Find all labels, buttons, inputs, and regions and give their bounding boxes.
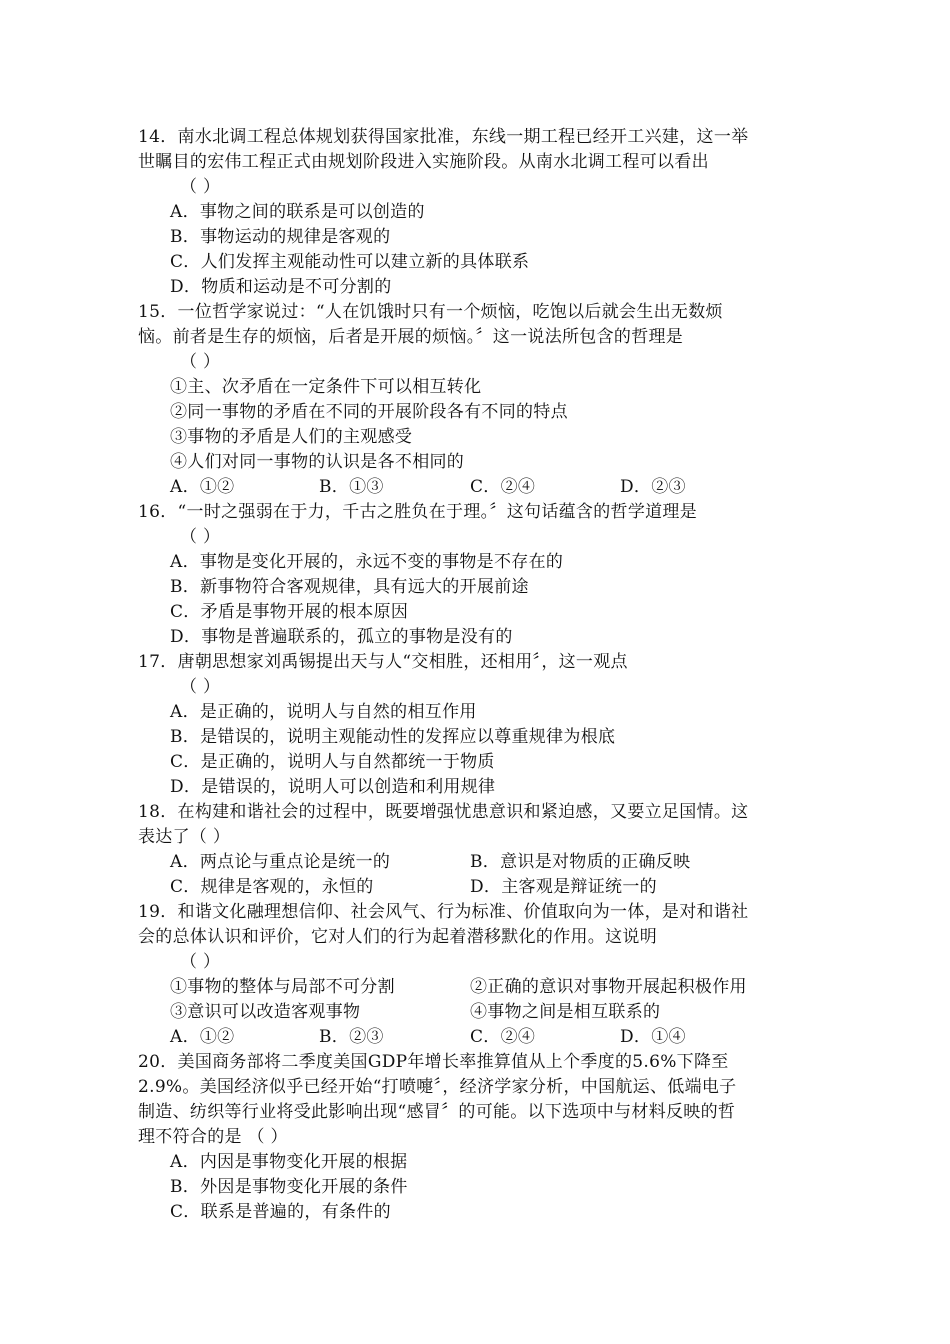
q18-option-a: A．两点论与重点论是统一的 (170, 852, 391, 872)
q14-stem-line-1: 14．南水北调工程总体规划获得国家批准，东线一期工程已经开工兴建，这一举 (138, 127, 749, 147)
q19-answer-paren: （ ） (180, 952, 221, 972)
q18-option-d: D．主客观是辩证统一的 (470, 877, 657, 897)
q17-answer-paren: （ ） (180, 677, 221, 697)
q14-option-c: C．人们发挥主观能动性可以建立新的具体联系 (170, 252, 530, 272)
q19-statement-1: ①事物的整体与局部不可分割 (170, 977, 395, 997)
q15-option-a: A．①② (170, 477, 235, 497)
q14-answer-paren: （ ） (180, 177, 221, 197)
q15-answer-paren: （ ） (180, 352, 221, 372)
q14-option-a: A．事物之间的联系是可以创造的 (170, 202, 425, 222)
q16-option-c: C．矛盾是事物开展的根本原因 (170, 602, 409, 622)
q20-stem-line-1: 20．美国商务部将二季度美国GDP年增长率推算值从上个季度的5.6%下降至 (138, 1052, 729, 1072)
q19-stem-line-2: 会的总体认识和评价，它对人们的行为起着潜移默化的作用。这说明 (138, 927, 657, 947)
q18-stem-line-1: 18．在构建和谐社会的过程中，既要增强忧患意识和紧迫感，又要立足国情。这 (138, 802, 749, 822)
q15-option-b: B．①③ (319, 477, 384, 497)
q19-option-d: D．①④ (620, 1027, 686, 1047)
q15-statement-1: ①主、次矛盾在一定条件下可以相互转化 (170, 377, 482, 397)
q17-stem-line-1: 17．唐朝思想家刘禹锡提出天与人“交相胜，还相用〞，这一观点 (138, 652, 628, 672)
q20-option-c: C．联系是普遍的，有条件的 (170, 1202, 391, 1222)
q14-stem-line-2: 世瞩目的宏伟工程正式由规划阶段进入实施阶段。从南水北调工程可以看出 (138, 152, 709, 172)
q16-option-b: B．新事物符合客观规律，具有远大的开展前途 (170, 577, 529, 597)
q16-answer-paren: （ ） (180, 527, 221, 547)
q20-stem-line-4: 理不符合的是 （ ） (138, 1127, 288, 1147)
q19-statement-3: ③意识可以改造客观事物 (170, 1002, 361, 1022)
q15-option-d: D．②③ (620, 477, 686, 497)
q15-statement-4: ④人们对同一事物的认识是各不相同的 (170, 452, 465, 472)
q15-stem-line-1: 15．一位哲学家说过：“人在饥饿时只有一个烦恼，吃饱以后就会生出无数烦 (138, 302, 723, 322)
q17-option-c: C．是正确的，说明人与自然都统一于物质 (170, 752, 495, 772)
q18-stem-line-2: 表达了（ ） (138, 827, 231, 847)
q14-option-b: B．事物运动的规律是客观的 (170, 227, 391, 247)
q19-option-a: A．①② (170, 1027, 235, 1047)
q20-stem-line-2: 2.9%。美国经济似乎已经开始“打喷嚏〞，经济学家分析，中国航运、低端电子 (138, 1077, 737, 1097)
q17-option-b: B．是错误的，说明主观能动性的发挥应以尊重规律为根底 (170, 727, 616, 747)
q16-option-d: D．事物是普遍联系的，孤立的事物是没有的 (170, 627, 513, 647)
q17-option-d: D．是错误的，说明人可以创造和利用规律 (170, 777, 496, 797)
q19-option-c: C．②④ (470, 1027, 536, 1047)
q20-option-b: B．外因是事物变化开展的条件 (170, 1177, 408, 1197)
q18-option-b: B．意识是对物质的正确反映 (470, 852, 691, 872)
q17-option-a: A．是正确的，说明人与自然的相互作用 (170, 702, 477, 722)
q19-option-b: B．②③ (319, 1027, 384, 1047)
q15-option-c: C．②④ (470, 477, 536, 497)
q15-statement-2: ②同一事物的矛盾在不同的开展阶段各有不同的特点 (170, 402, 568, 422)
q18-option-c: C．规律是客观的，永恒的 (170, 877, 374, 897)
q14-option-d: D．物质和运动是不可分割的 (170, 277, 392, 297)
q15-stem-line-2: 恼。前者是生存的烦恼，后者是开展的烦恼。〞这一说法所包含的哲理是 (138, 327, 684, 347)
q20-option-a: A．内因是事物变化开展的根据 (170, 1152, 408, 1172)
q19-stem-line-1: 19．和谐文化融理想信仰、社会风气、行为标准、价值取向为一体，是对和谐社 (138, 902, 749, 922)
q19-statement-2: ②正确的意识对事物开展起积极作用 (470, 977, 747, 997)
q15-statement-3: ③事物的矛盾是人们的主观感受 (170, 427, 413, 447)
q20-stem-line-3: 制造、纺织等行业将受此影响出现“感冒〞的可能。以下选项中与材料反映的哲 (138, 1102, 736, 1122)
q16-stem-line-1: 16．“一时之强弱在于力，千古之胜负在于理。〞这句话蕴含的哲学道理是 (138, 502, 698, 522)
q16-option-a: A．事物是变化开展的，永远不变的事物是不存在的 (170, 552, 564, 572)
q19-statement-4: ④事物之间是相互联系的 (470, 1002, 661, 1022)
